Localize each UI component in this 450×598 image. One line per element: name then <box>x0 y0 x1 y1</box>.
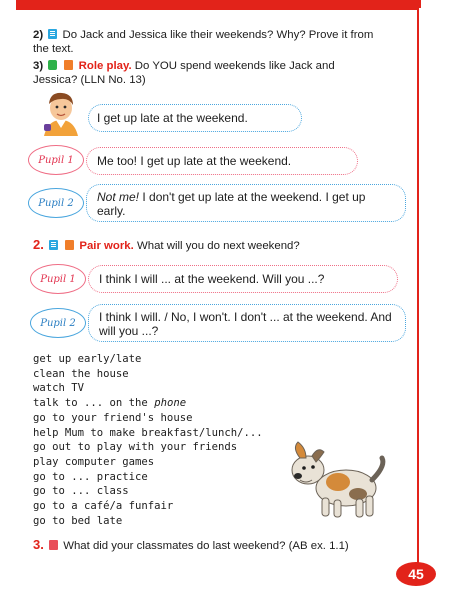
task-2-number: 2) <box>33 29 44 41</box>
exercise-3-number: 3. <box>33 537 44 552</box>
list-item: watch TV <box>33 382 85 395</box>
role-play-icon <box>64 60 73 70</box>
book-icon <box>48 29 57 39</box>
exercise-2-header <box>33 238 300 253</box>
pupil-1-label: Pupil 1 <box>38 154 74 166</box>
exercise-2-number: 2. <box>33 237 44 252</box>
list-item: help Mum to make breakfast/lunch/... <box>33 426 263 439</box>
pupil-2-label: Pupil 2 <box>38 197 74 209</box>
activity-list <box>33 352 263 528</box>
boy-line: I get up late at the weekend. <box>97 111 248 125</box>
task-3-number: 3) <box>33 60 44 72</box>
boy-speech-bubble <box>88 104 302 132</box>
pair-pupil-1-label: Pupil 1 <box>40 273 76 285</box>
list-item: go to ... practice <box>33 470 148 483</box>
pupil-2-italic: Not me! <box>97 190 140 204</box>
pair-pupil-1-line: I think I will ... at the weekend. Will you ...? <box>99 272 325 286</box>
task-3-title: Role play. <box>78 60 132 72</box>
top-red-bar <box>16 0 421 8</box>
pair-work-icon <box>65 240 74 250</box>
list-item: go to bed late <box>33 514 123 527</box>
pair-pupil-2-bubble <box>88 304 406 342</box>
list-item: get up early/late <box>33 353 142 365</box>
exercise-3-text: What did your classmates do last weekend? (AB ex. 1.1) <box>63 540 349 552</box>
list-item: go to ... class <box>33 485 129 498</box>
pupil-1-bubble <box>86 147 358 175</box>
list-item: go out to play with your friends <box>33 441 238 454</box>
boy-illustration <box>36 88 86 136</box>
pair-pupil-2-badge <box>30 308 86 338</box>
pair-pupil-2-label: Pupil 2 <box>40 317 76 329</box>
pair-pupil-1-badge <box>30 264 86 294</box>
list-item-phone <box>33 396 263 411</box>
pair-pupil-1-bubble <box>88 265 398 293</box>
phone-phrase-text: talk to ... on the <box>33 397 155 410</box>
page-number-text: 45 <box>408 566 424 582</box>
task-3 <box>33 59 378 87</box>
pair-pupil-2-line: I think I will. / No, I won't. I don't ... at the weekend. And will you ...? <box>99 310 392 338</box>
activity-book-icon <box>49 540 58 550</box>
exercise-3 <box>33 538 349 553</box>
audio-icon <box>48 60 57 70</box>
pupil-1-line: Me too! I get up late at the weekend. <box>97 154 292 168</box>
pupil-2-bubble <box>86 184 406 222</box>
exercise-2-text: What will you do next weekend? <box>136 240 300 252</box>
pupil-1-badge <box>28 145 84 175</box>
list-item: play computer games <box>33 455 155 468</box>
page-number <box>396 562 436 586</box>
task-2-text: Do Jack and Jessica like their weekends? Why? Prove it from the text. <box>33 29 374 55</box>
task-3-text: Do YOU spend weekends like Jack and Jessica? (LLN No. 13) <box>33 60 335 86</box>
pupil-2-line: I don't get up late at the weekend. I get up early. <box>97 190 366 218</box>
list-item: go to a café/a funfair <box>33 500 174 513</box>
list-item: clean the house <box>33 367 129 380</box>
book-icon <box>49 240 58 250</box>
exercise-2-title: Pair work. <box>79 240 134 252</box>
list-item: go to your friend's house <box>33 411 193 424</box>
dog-illustration <box>286 436 390 522</box>
task-2 <box>33 28 378 56</box>
phone-phrase-italic: phone <box>154 397 187 410</box>
pupil-2-badge <box>28 188 84 218</box>
